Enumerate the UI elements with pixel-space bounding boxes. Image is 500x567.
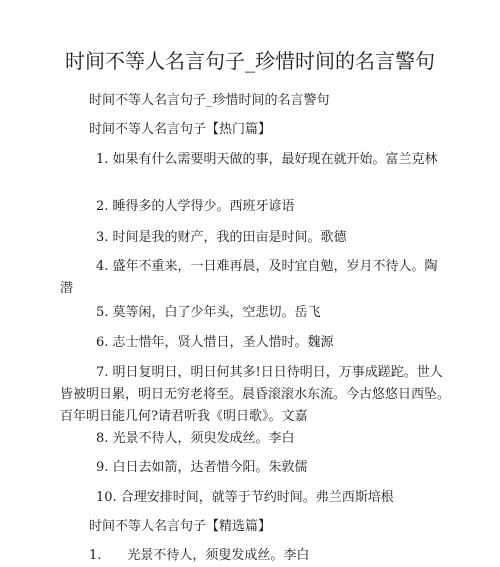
quote-item: 1. 光景不待人，须叟发成丝。李白 [89,548,310,563]
quote-item: 3. 时间是我的财产，我的田亩是时间。歌德 [96,230,347,245]
quote-item: 2. 睡得多的人学得少。西班牙谚语 [96,199,295,214]
section-heading-hot: 时间不等人名言句子【热门篇】 [89,122,272,137]
subtitle: 时间不等人名言句子_珍惜时间的名言警句 [89,93,330,108]
quote-item: 5. 莫等闲，白了少年头，空悲切。岳飞 [96,305,321,320]
document-title: 时间不等人名言句子_珍惜时间的名言警句 [65,49,435,73]
quote-item: 7. 明日复明日，明日何其多!日日待明日，万事成蹉跎。世人皆被明日累，明日无穷老将至。晨昏滚滚水东流。今古悠悠日西坠。百年明日能几何?请君听我《明日歌》。文嘉 [60,365,451,424]
quote-item: 4. 盛年不重来，一日难再晨，及时宜自勉，岁月不待人。陶潜 [60,259,438,296]
section-heading-select: 时间不等人名言句子【精选篇】 [89,519,272,534]
quote-item: 9. 白日去如箭，达者惜今阳。朱敦儒 [96,460,308,475]
quote-item: 10. 合理安排时间，就等于节约时间。弗兰西斯培根 [96,490,394,505]
quote-item: 6. 志士惜年，贤人惜日，圣人惜时。魏源 [96,335,334,350]
quote-item: 1. 如果有什么需要明天做的事，最好现在就开始。富兰克林 [96,152,438,167]
quote-item: 8. 光景不待人，须臾发成丝。李白 [96,431,295,446]
